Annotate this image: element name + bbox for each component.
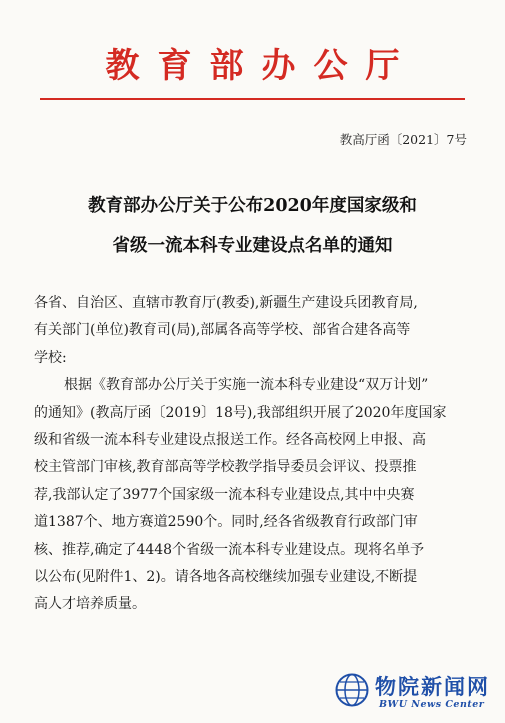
paragraph-line: 荐,我部认定了3977个国家级一流本科专业建设点,其中中央赛 bbox=[34, 486, 415, 503]
news-center-watermark bbox=[335, 669, 495, 715]
paragraph-line: 高人才培养质量。 bbox=[34, 596, 146, 613]
paragraph-line: 校主管部门审核,教育部高等学校教学指导委员会评议、投票推 bbox=[34, 459, 417, 476]
paragraph-line: 道1387个、地方赛道2590个。同时,经各省级教育行政部门审 bbox=[34, 514, 418, 531]
address-line: 学校: bbox=[34, 349, 67, 366]
issuer-header: 教育部办公厅 bbox=[105, 46, 418, 86]
document-number: 教高厅函〔2021〕7号 bbox=[339, 132, 467, 147]
paragraph-line: 级和省级一流本科专业建设点报送工作。经各高校网上申报、高 bbox=[34, 432, 426, 449]
paragraph-line: 的通知》(教高厅函〔2019〕18号),我部组织开展了2020年度国家 bbox=[34, 404, 447, 421]
notice-title-line-1: 教育部办公厅关于公布2020年度国家级和 bbox=[88, 196, 417, 216]
notice-title-line-2: 省级一流本科专业建设点名单的通知 bbox=[112, 236, 393, 256]
notice-title bbox=[0, 186, 505, 266]
address-line: 各省、自治区、直辖市教育厅(教委),新疆生产建设兵团教育局, bbox=[34, 295, 418, 311]
paragraph-line: 核、推荐,确定了4448个省级一流本科专业建设点。现将名单予 bbox=[34, 541, 425, 558]
paragraph-line: 根据《教育部办公厅关于实施一流本科专业建设“双万计划” bbox=[64, 377, 429, 394]
paragraph-line: 以公布(见附件1、2)。请各地各高校继续加强专业建设,不断提 bbox=[34, 569, 418, 586]
header-red-rule bbox=[40, 98, 465, 100]
watermark-name: 物院新闻网 bbox=[375, 675, 490, 699]
address-line: 有关部门(单位)教育司(局),部属各高等学校、部省合建各高等 bbox=[34, 322, 411, 339]
notice-body bbox=[34, 290, 477, 619]
watermark-subtitle: BWU News Center bbox=[379, 699, 485, 710]
globe-logo-icon bbox=[335, 673, 369, 707]
